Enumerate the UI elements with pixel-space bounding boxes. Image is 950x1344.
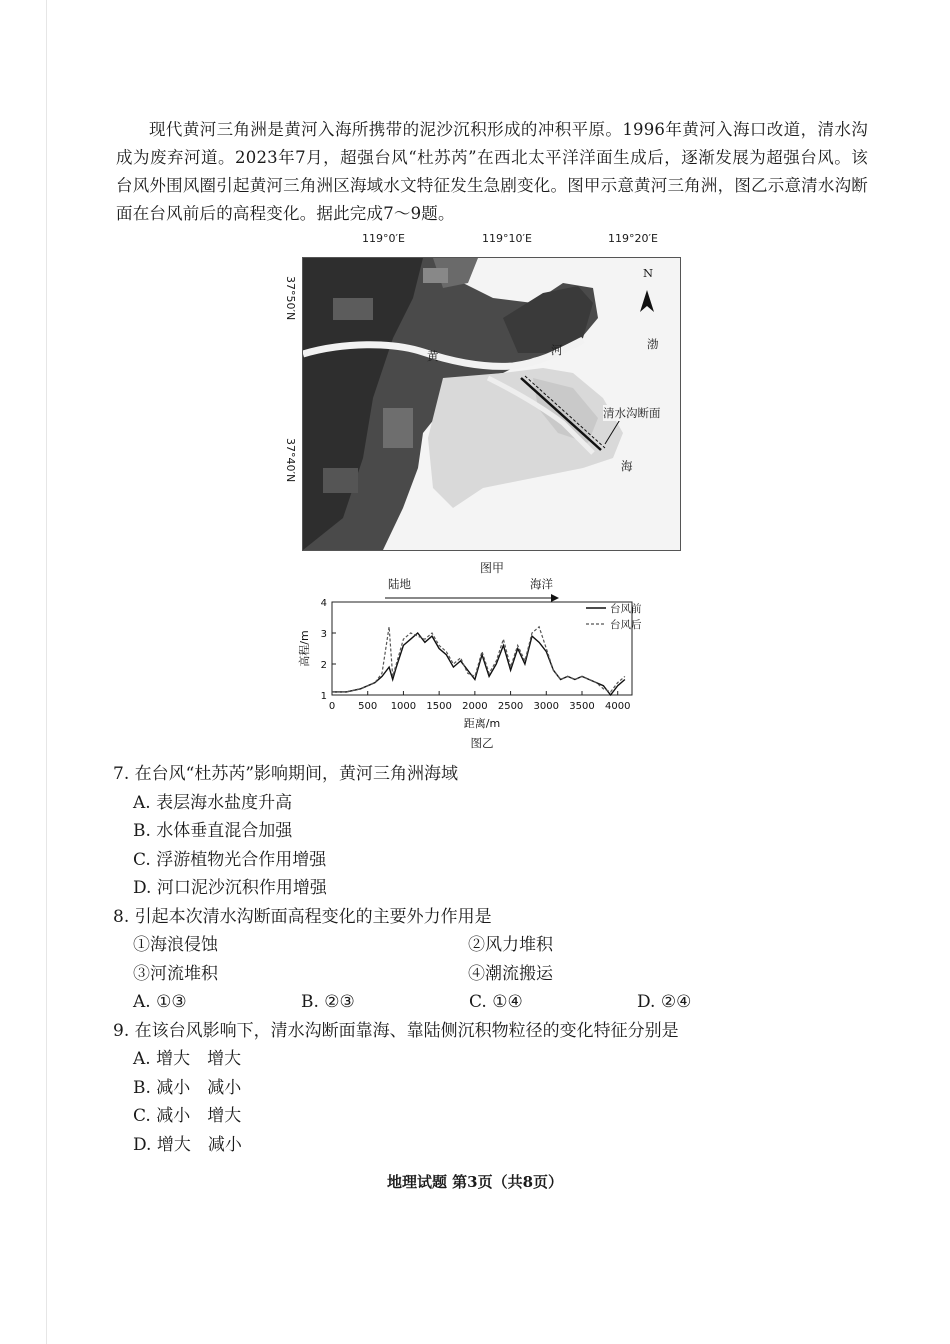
q7-option-b: B. 水体垂直混合加强 xyxy=(133,821,293,841)
q7-option-d: D. 河口泥沙沉积作用增强 xyxy=(133,878,327,898)
x-tick-label: 2000 xyxy=(462,701,488,712)
legend-label-1: 台风前 xyxy=(610,603,642,615)
x-tick-label: 1500 xyxy=(426,701,452,712)
q7-stem: 7. 在台风“杜苏芮”影响期间，黄河三角洲海域 xyxy=(113,764,459,784)
intro-paragraph: 现代黄河三角洲是黄河入海所携带的泥沙沉积形成的冲积平原。1996年黄河入海口改道，清水沟成为废弃河道。2023年7月，超强台风“杜苏芮”在西北太平洋洋面生成后，逐渐发展为超强台风。该台风外围风圈引起黄河三角洲区海域水文特征发生急剧变化。图甲示意黄河三角洲，图乙示意清水沟断面在台风前后的高程变化。据此完成7～9题。 xyxy=(116,120,868,223)
sea-label-bo: 渤 xyxy=(647,337,659,351)
elevation-chart xyxy=(290,574,650,754)
q9-option-b: B. 减小 减小 xyxy=(133,1077,242,1098)
section-label: 清水沟断面 xyxy=(603,406,661,420)
x-tick-label: 0 xyxy=(328,701,336,712)
q8-option-c: C. ①④ xyxy=(469,992,523,1012)
lon-label-1: 119°0′E xyxy=(362,232,405,245)
x-tick-label: 1000 xyxy=(390,701,417,712)
intro-text xyxy=(116,116,868,228)
lat-label-2: 37°40′N xyxy=(284,438,297,483)
x-tick-label: 3500 xyxy=(569,701,595,712)
river-label-he: 河 xyxy=(551,343,563,357)
lon-label-2: 119°10′E xyxy=(482,232,532,245)
figure-b-chart xyxy=(290,574,650,754)
x-tick-label: 500 xyxy=(358,701,378,712)
q8-item-1: ①海浪侵蚀 xyxy=(133,935,218,955)
y-tick-label: 4 xyxy=(320,598,327,609)
figure-a-caption: 图甲 xyxy=(480,561,505,575)
x-tick-label: 3000 xyxy=(533,701,560,712)
sea-label-hai: 海 xyxy=(621,459,633,473)
q8-items-row-2 xyxy=(133,960,873,989)
q8-items-row-1 xyxy=(133,931,873,960)
river-label-huang: 黄 xyxy=(427,349,439,363)
lon-label-3: 119°20′E xyxy=(608,232,658,245)
q7-option-c: C. 浮游植物光合作用增强 xyxy=(133,849,327,870)
q9-stem: 9. 在该台风影响下，清水沟断面靠海、靠陆侧沉积物粒径的变化特征分别是 xyxy=(113,1020,679,1041)
y-tick-label: 3 xyxy=(320,629,327,640)
q8-item-4: ④潮流搬运 xyxy=(468,963,553,984)
q8-stem: 8. 引起本次清水沟断面高程变化的主要外力作用是 xyxy=(113,906,492,927)
q8-option-d: D. ②④ xyxy=(637,992,692,1012)
north-label: N xyxy=(643,266,654,280)
q8-option-b: B. ②③ xyxy=(301,992,355,1012)
q8-option-a: A. ①③ xyxy=(133,992,187,1012)
legend-label-2: 台风后 xyxy=(610,619,642,631)
page-footer: 地理试题 第3页（共8页） xyxy=(386,1173,564,1191)
direction-sea-label: 海洋 xyxy=(530,577,553,591)
q7-option-a: A. 表层海水盐度升高 xyxy=(133,792,293,813)
q8-item-3: ③河流堆积 xyxy=(133,963,218,984)
map-image xyxy=(302,257,681,551)
y-tick-label: 2 xyxy=(320,660,327,671)
q9-option-c: C. 减小 增大 xyxy=(133,1106,242,1126)
x-axis-title: 距离/m xyxy=(463,717,501,730)
q8-item-2: ②风力堆积 xyxy=(468,935,553,955)
questions-block xyxy=(113,760,873,1159)
x-tick-label: 4000 xyxy=(604,701,631,712)
series-line-2 xyxy=(332,627,625,692)
q9-option-d: D. 增大 减小 xyxy=(133,1134,242,1155)
x-tick-label: 2500 xyxy=(497,701,524,712)
q9-option-a: A. 增大 增大 xyxy=(133,1049,242,1069)
figure-b-caption: 图乙 xyxy=(470,736,494,750)
lat-label-1: 37°50′N xyxy=(284,276,297,321)
q8-answers xyxy=(133,988,873,1017)
y-axis-title: 高程/m xyxy=(298,630,311,667)
map-drawing xyxy=(303,258,680,550)
direction-land-label: 陆地 xyxy=(388,577,411,591)
page-edge-shadow xyxy=(46,0,47,1344)
figure-a-map xyxy=(270,232,700,592)
y-tick-label: 1 xyxy=(320,691,327,702)
